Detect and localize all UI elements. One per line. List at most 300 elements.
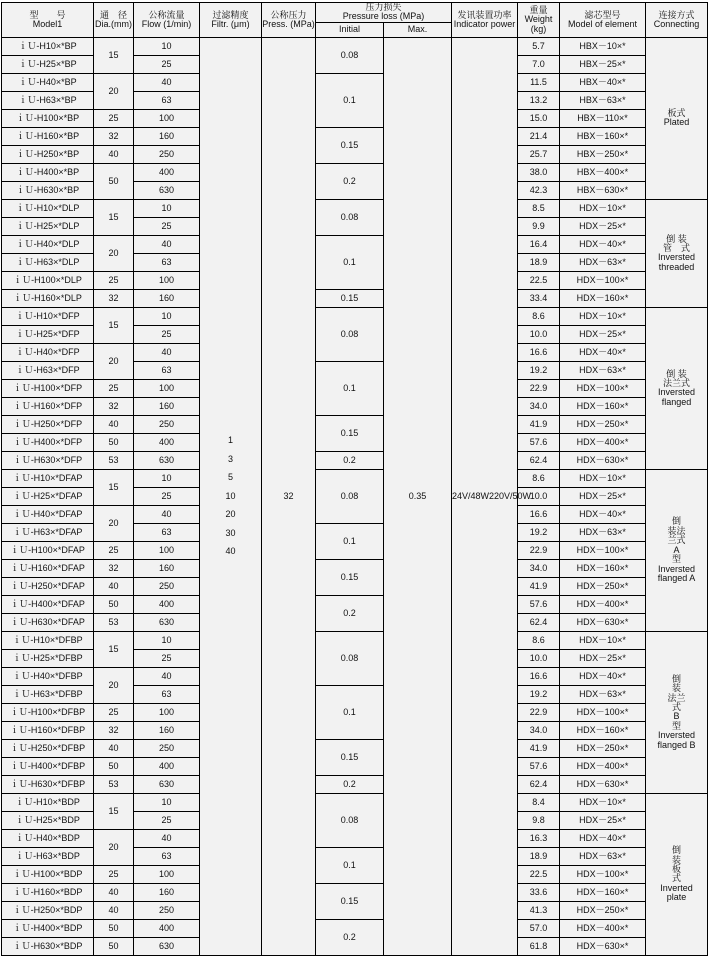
header-flow: 公称流量 Flow (1/min) <box>134 3 200 38</box>
cell-flow: 10 <box>134 469 200 487</box>
cell-flow: 25 <box>134 217 200 235</box>
connecting-line: 装 <box>671 683 681 694</box>
cell-weight: 62.4 <box>518 775 560 793</box>
cell-element-model: HDX－10×* <box>560 199 646 217</box>
cell-dia: 40 <box>94 415 134 433</box>
cell-element-model: HDX－250×* <box>560 577 646 595</box>
cell-dia: 20 <box>94 829 134 865</box>
connecting-line: Inversted <box>657 730 696 741</box>
cell-loss-initial: 0.1 <box>316 73 384 127</box>
cell-loss-initial: 0.15 <box>316 559 384 595</box>
specification-table <box>1 2 708 956</box>
cell-model: ｉＵ-H63×*DFP <box>2 361 94 379</box>
cell-dia: 15 <box>94 469 134 505</box>
cell-element-model: HBX－110×* <box>560 109 646 127</box>
connecting-line: Inversted <box>657 563 696 574</box>
connecting-line: 型 <box>671 720 681 731</box>
header-pressure-loss: 压力损失 Pressure loss (MPa) <box>316 3 452 23</box>
cell-dia: 40 <box>94 901 134 919</box>
header-filtration: 过滤精度 Filtr. (μm) <box>200 3 262 38</box>
cell-loss-initial: 0.08 <box>316 793 384 847</box>
header-dia: 通 径 Dia.(mm) <box>94 3 134 38</box>
cell-element-model: HDX－100×* <box>560 865 646 883</box>
connecting-line: Inversted <box>657 387 696 398</box>
cell-dia: 53 <box>94 451 134 469</box>
cell-weight: 11.5 <box>518 73 560 91</box>
cell-flow: 100 <box>134 271 200 289</box>
table-row <box>2 595 708 613</box>
cell-model: ｉＵ-H40×*DLP <box>2 235 94 253</box>
filtration-value: 3 <box>227 453 233 464</box>
cell-model: ｉＵ-H40×*BP <box>2 73 94 91</box>
cell-model: ｉＵ-H250×*DFP <box>2 415 94 433</box>
cell-element-model: HDX－25×* <box>560 811 646 829</box>
connecting-line: 管 式 <box>662 242 690 253</box>
cell-element-model: HBX－400×* <box>560 163 646 181</box>
cell-flow: 100 <box>134 379 200 397</box>
cell-dia: 15 <box>94 199 134 235</box>
cell-weight: 10.0 <box>518 325 560 343</box>
cell-element-model: HBX－630×* <box>560 181 646 199</box>
header-loss-initial: Initial <box>316 22 384 37</box>
cell-model: ｉＵ-H100×*DFBP <box>2 703 94 721</box>
cell-model: ｉＵ-H630×*BP <box>2 181 94 199</box>
cell-flow: 400 <box>134 595 200 613</box>
cell-weight: 41.9 <box>518 739 560 757</box>
table-row <box>2 631 708 649</box>
cell-weight: 8.6 <box>518 631 560 649</box>
cell-filtration <box>200 37 262 955</box>
cell-flow: 100 <box>134 541 200 559</box>
cell-dia: 32 <box>94 559 134 577</box>
cell-indicator-power <box>452 37 532 955</box>
cell-weight: 5.7 <box>518 37 560 55</box>
cell-flow: 400 <box>134 919 200 937</box>
cell-flow: 63 <box>134 847 200 865</box>
connecting-line: 倒 <box>671 516 681 527</box>
cell-model: ｉＵ-H63×*BDP <box>2 847 94 865</box>
cell-weight: 42.3 <box>518 181 560 199</box>
cell-model: ｉＵ-H160×*DFBP <box>2 721 94 739</box>
cell-model: ｉＵ-H250×*BP <box>2 145 94 163</box>
cell-weight: 41.3 <box>518 901 560 919</box>
cell-weight: 9.9 <box>518 217 560 235</box>
cell-flow: 160 <box>134 721 200 739</box>
cell-flow: 63 <box>134 523 200 541</box>
cell-weight: 19.2 <box>518 685 560 703</box>
cell-flow: 160 <box>134 559 200 577</box>
cell-model: ｉＵ-H10×*DFAP <box>2 469 94 487</box>
cell-dia: 20 <box>94 235 134 271</box>
cell-model: ｉＵ-H25×*DFP <box>2 325 94 343</box>
cell-element-model: HBX－160×* <box>560 127 646 145</box>
cell-loss-initial: 0.08 <box>316 37 384 73</box>
indicator-line: 220V/50W <box>489 490 532 501</box>
table-row <box>2 919 708 937</box>
cell-flow: 250 <box>134 145 200 163</box>
cell-loss-initial: 0.15 <box>316 415 384 451</box>
cell-weight: 13.2 <box>518 91 560 109</box>
cell-dia: 53 <box>94 613 134 631</box>
cell-flow: 630 <box>134 775 200 793</box>
cell-element-model: HDX－40×* <box>560 343 646 361</box>
cell-model: ｉＵ-H10×*BDP <box>2 793 94 811</box>
cell-element-model: HDX－630×* <box>560 937 646 955</box>
cell-element-model: HDX－63×* <box>560 685 646 703</box>
connecting-line: threaded <box>658 261 695 272</box>
cell-element-model: HDX－250×* <box>560 415 646 433</box>
cell-element-model: HDX－40×* <box>560 667 646 685</box>
cell-weight: 22.9 <box>518 703 560 721</box>
cell-dia: 15 <box>94 631 134 667</box>
cell-dia: 32 <box>94 289 134 307</box>
header-indicator-power: 发讯装置功率 Indicator power <box>452 3 518 38</box>
cell-element-model: HDX－100×* <box>560 379 646 397</box>
cell-weight: 19.2 <box>518 361 560 379</box>
cell-loss-initial: 0.2 <box>316 919 384 955</box>
cell-model: ｉＵ-H160×*DFP <box>2 397 94 415</box>
cell-weight: 38.0 <box>518 163 560 181</box>
cell-element-model: HDX－100×* <box>560 271 646 289</box>
cell-weight: 7.0 <box>518 55 560 73</box>
cell-dia: 20 <box>94 667 134 703</box>
filtration-value: 1 <box>227 435 233 446</box>
cell-weight: 22.9 <box>518 379 560 397</box>
cell-loss-initial: 0.15 <box>316 127 384 163</box>
connecting-line: Plated <box>663 117 690 128</box>
cell-flow: 250 <box>134 901 200 919</box>
connecting-line: flanged B <box>657 739 696 750</box>
cell-weight: 10.0 <box>518 649 560 667</box>
cell-element-model: HDX－63×* <box>560 523 646 541</box>
cell-dia: 20 <box>94 505 134 541</box>
cell-model: ｉＵ-H10×*DFBP <box>2 631 94 649</box>
cell-element-model: HDX－100×* <box>560 703 646 721</box>
cell-connecting <box>646 307 708 469</box>
connecting-line: plate <box>666 892 687 903</box>
cell-model: ｉＵ-H40×*DFP <box>2 343 94 361</box>
cell-weight: 16.6 <box>518 667 560 685</box>
cell-model: ｉＵ-H100×*DFP <box>2 379 94 397</box>
connecting-line: Inverted <box>660 882 693 893</box>
cell-weight: 22.5 <box>518 271 560 289</box>
table-row <box>2 127 708 145</box>
table-row <box>2 469 708 487</box>
cell-loss-initial: 0.15 <box>316 289 384 307</box>
cell-element-model: HDX－10×* <box>560 631 646 649</box>
cell-flow: 630 <box>134 181 200 199</box>
cell-model: ｉＵ-H25×*DFBP <box>2 649 94 667</box>
cell-flow: 10 <box>134 199 200 217</box>
cell-element-model: HDX－40×* <box>560 829 646 847</box>
table-row <box>2 883 708 901</box>
cell-dia: 50 <box>94 937 134 955</box>
cell-flow: 25 <box>134 325 200 343</box>
cell-model: ｉＵ-H630×*BDP <box>2 937 94 955</box>
connecting-line: 式 <box>671 873 681 884</box>
connecting-line: A <box>673 544 680 555</box>
cell-weight: 10.0 <box>518 487 560 505</box>
cell-flow: 100 <box>134 109 200 127</box>
cell-dia: 15 <box>94 307 134 343</box>
cell-weight: 34.0 <box>518 721 560 739</box>
cell-model: ｉＵ-H630×*DFBP <box>2 775 94 793</box>
cell-model: ｉＵ-H63×*DFBP <box>2 685 94 703</box>
cell-dia: 50 <box>94 757 134 775</box>
cell-model: ｉＵ-H400×*BDP <box>2 919 94 937</box>
cell-element-model: HDX－10×* <box>560 469 646 487</box>
cell-weight: 41.9 <box>518 415 560 433</box>
table-row <box>2 559 708 577</box>
cell-weight: 57.6 <box>518 595 560 613</box>
cell-dia: 25 <box>94 379 134 397</box>
header-element-model: 滤芯型号 Model of element <box>560 3 646 38</box>
cell-flow: 160 <box>134 127 200 145</box>
cell-flow: 40 <box>134 829 200 847</box>
connecting-line: 倒 装 <box>666 233 687 244</box>
cell-weight: 57.0 <box>518 919 560 937</box>
cell-flow: 160 <box>134 883 200 901</box>
cell-model: ｉＵ-H630×*DFAP <box>2 613 94 631</box>
cell-weight: 8.5 <box>518 199 560 217</box>
cell-loss-max: 0.35 <box>384 37 452 955</box>
cell-flow: 10 <box>134 307 200 325</box>
cell-flow: 250 <box>134 415 200 433</box>
connecting-line: flanged <box>661 396 692 407</box>
cell-weight: 16.4 <box>518 235 560 253</box>
cell-element-model: HDX－160×* <box>560 289 646 307</box>
cell-weight: 61.8 <box>518 937 560 955</box>
cell-loss-initial: 0.1 <box>316 361 384 415</box>
cell-model: ｉＵ-H40×*DFBP <box>2 667 94 685</box>
cell-weight: 25.7 <box>518 145 560 163</box>
cell-dia: 32 <box>94 721 134 739</box>
cell-pressure: 32 <box>262 37 316 955</box>
cell-weight: 16.6 <box>518 505 560 523</box>
filtration-value: 40 <box>225 545 236 556</box>
header-loss-max: Max. <box>384 22 452 37</box>
cell-model: ｉＵ-H400×*BP <box>2 163 94 181</box>
cell-dia: 50 <box>94 595 134 613</box>
cell-dia: 50 <box>94 919 134 937</box>
cell-flow: 400 <box>134 433 200 451</box>
cell-dia: 53 <box>94 775 134 793</box>
cell-flow: 630 <box>134 613 200 631</box>
cell-weight: 18.9 <box>518 847 560 865</box>
cell-loss-initial: 0.1 <box>316 235 384 289</box>
cell-dia: 50 <box>94 433 134 451</box>
cell-connecting <box>646 631 708 793</box>
cell-flow: 100 <box>134 703 200 721</box>
cell-weight: 19.2 <box>518 523 560 541</box>
cell-connecting <box>646 199 708 307</box>
cell-element-model: HDX－160×* <box>560 397 646 415</box>
cell-weight: 15.0 <box>518 109 560 127</box>
cell-flow: 10 <box>134 793 200 811</box>
cell-weight: 8.6 <box>518 469 560 487</box>
cell-flow: 40 <box>134 73 200 91</box>
cell-flow: 25 <box>134 487 200 505</box>
cell-element-model: HDX－25×* <box>560 487 646 505</box>
cell-element-model: HDX－400×* <box>560 433 646 451</box>
cell-model: ｉＵ-H250×*BDP <box>2 901 94 919</box>
cell-element-model: HDX－25×* <box>560 325 646 343</box>
cell-element-model: HDX－10×* <box>560 307 646 325</box>
cell-model: ｉＵ-H25×*DLP <box>2 217 94 235</box>
cell-loss-initial: 0.2 <box>316 163 384 199</box>
cell-element-model: HBX－25×* <box>560 55 646 73</box>
cell-element-model: HDX－63×* <box>560 361 646 379</box>
cell-model: ｉＵ-H630×*DFP <box>2 451 94 469</box>
cell-flow: 630 <box>134 937 200 955</box>
cell-weight: 8.6 <box>518 307 560 325</box>
cell-model: ｉＵ-H10×*DLP <box>2 199 94 217</box>
cell-loss-initial: 0.1 <box>316 685 384 739</box>
cell-weight: 41.9 <box>518 577 560 595</box>
table-row <box>2 199 708 217</box>
cell-connecting <box>646 37 708 199</box>
cell-element-model: HDX－40×* <box>560 235 646 253</box>
cell-element-model: HDX－63×* <box>560 253 646 271</box>
cell-element-model: HDX－400×* <box>560 595 646 613</box>
cell-dia: 25 <box>94 703 134 721</box>
connecting-line: 兰式 <box>667 535 686 546</box>
cell-element-model: HDX－250×* <box>560 901 646 919</box>
cell-flow: 25 <box>134 649 200 667</box>
cell-flow: 100 <box>134 865 200 883</box>
connecting-line: 倒 <box>671 845 681 856</box>
connecting-line: B <box>673 711 680 722</box>
filtration-value: 5 <box>227 472 233 483</box>
connecting-line: 装法 <box>667 525 686 536</box>
table-row <box>2 37 708 55</box>
cell-element-model: HDX－10×* <box>560 793 646 811</box>
cell-model: ｉＵ-H40×*BDP <box>2 829 94 847</box>
cell-model: ｉＵ-H63×*DLP <box>2 253 94 271</box>
connecting-line: 板 <box>671 863 681 874</box>
cell-model: ｉＵ-H400×*DFP <box>2 433 94 451</box>
cell-dia: 50 <box>94 163 134 199</box>
cell-flow: 63 <box>134 685 200 703</box>
cell-connecting <box>646 793 708 955</box>
cell-element-model: HDX－400×* <box>560 919 646 937</box>
cell-model: ｉＵ-H100×*BP <box>2 109 94 127</box>
cell-connecting <box>646 469 708 631</box>
cell-loss-initial: 0.2 <box>316 451 384 469</box>
cell-flow: 25 <box>134 55 200 73</box>
cell-weight: 57.6 <box>518 757 560 775</box>
cell-flow: 10 <box>134 37 200 55</box>
table-header-row <box>2 3 708 23</box>
cell-model: ｉＵ-H160×*DLP <box>2 289 94 307</box>
cell-weight: 18.9 <box>518 253 560 271</box>
table-row <box>2 73 708 91</box>
cell-element-model: HDX－25×* <box>560 217 646 235</box>
cell-weight: 57.6 <box>518 433 560 451</box>
connecting-line: 式 <box>671 701 681 712</box>
connecting-line: 倒 <box>671 673 681 684</box>
cell-flow: 160 <box>134 397 200 415</box>
cell-element-model: HDX－630×* <box>560 775 646 793</box>
cell-weight: 8.4 <box>518 793 560 811</box>
header-weight: 重量 Weight (kg) <box>518 3 560 38</box>
cell-dia: 15 <box>94 793 134 829</box>
filtration-value: 30 <box>225 527 236 538</box>
cell-model: ｉＵ-H25×*BDP <box>2 811 94 829</box>
table-row <box>2 235 708 253</box>
cell-dia: 25 <box>94 271 134 289</box>
cell-loss-initial: 0.08 <box>316 199 384 235</box>
table-row <box>2 451 708 469</box>
indicator-line: 24V/48W <box>452 490 490 501</box>
cell-model: ｉＵ-H100×*BDP <box>2 865 94 883</box>
cell-model: ｉＵ-H63×*DFAP <box>2 523 94 541</box>
cell-model: ｉＵ-H400×*DFAP <box>2 595 94 613</box>
cell-flow: 630 <box>134 451 200 469</box>
cell-weight: 34.0 <box>518 559 560 577</box>
cell-model: ｉＵ-H400×*DFBP <box>2 757 94 775</box>
cell-loss-initial: 0.08 <box>316 469 384 523</box>
cell-element-model: HBX－10×* <box>560 37 646 55</box>
cell-element-model: HDX－630×* <box>560 451 646 469</box>
connecting-line: 装 <box>671 854 681 865</box>
cell-model: ｉＵ-H250×*DFAP <box>2 577 94 595</box>
cell-flow: 25 <box>134 811 200 829</box>
filtration-value: 20 <box>225 509 236 520</box>
cell-flow: 40 <box>134 343 200 361</box>
cell-model: ｉＵ-H160×*BDP <box>2 883 94 901</box>
cell-dia: 40 <box>94 739 134 757</box>
cell-flow: 250 <box>134 739 200 757</box>
cell-weight: 22.9 <box>518 541 560 559</box>
cell-flow: 40 <box>134 667 200 685</box>
cell-dia: 25 <box>94 865 134 883</box>
connecting-line: 法兰式 <box>662 377 690 388</box>
cell-dia: 25 <box>94 541 134 559</box>
table-row <box>2 793 708 811</box>
cell-loss-initial: 0.15 <box>316 739 384 775</box>
cell-dia: 20 <box>94 73 134 109</box>
cell-element-model: HDX－160×* <box>560 721 646 739</box>
cell-element-model: HDX－100×* <box>560 541 646 559</box>
cell-loss-initial: 0.08 <box>316 631 384 685</box>
cell-model: ｉＵ-H100×*DFAP <box>2 541 94 559</box>
cell-model: ｉＵ-H160×*DFAP <box>2 559 94 577</box>
cell-model: ｉＵ-H63×*BP <box>2 91 94 109</box>
cell-flow: 160 <box>134 289 200 307</box>
cell-loss-initial: 0.15 <box>316 883 384 919</box>
table-body <box>2 3 708 956</box>
cell-model: ｉＵ-H100×*DLP <box>2 271 94 289</box>
cell-element-model: HDX－25×* <box>560 649 646 667</box>
cell-dia: 32 <box>94 397 134 415</box>
cell-element-model: HDX－63×* <box>560 847 646 865</box>
cell-flow: 63 <box>134 361 200 379</box>
cell-dia: 20 <box>94 343 134 379</box>
cell-element-model: HDX－160×* <box>560 559 646 577</box>
cell-model: ｉＵ-H10×*DFP <box>2 307 94 325</box>
connecting-line: 板式 <box>667 107 686 118</box>
cell-element-model: HDX－160×* <box>560 883 646 901</box>
cell-flow: 40 <box>134 505 200 523</box>
cell-element-model: HDX－630×* <box>560 613 646 631</box>
table-row <box>2 415 708 433</box>
cell-model: ｉＵ-H25×*BP <box>2 55 94 73</box>
cell-model: ｉＵ-H10×*BP <box>2 37 94 55</box>
cell-weight: 9.8 <box>518 811 560 829</box>
cell-dia: 40 <box>94 577 134 595</box>
cell-flow: 400 <box>134 757 200 775</box>
